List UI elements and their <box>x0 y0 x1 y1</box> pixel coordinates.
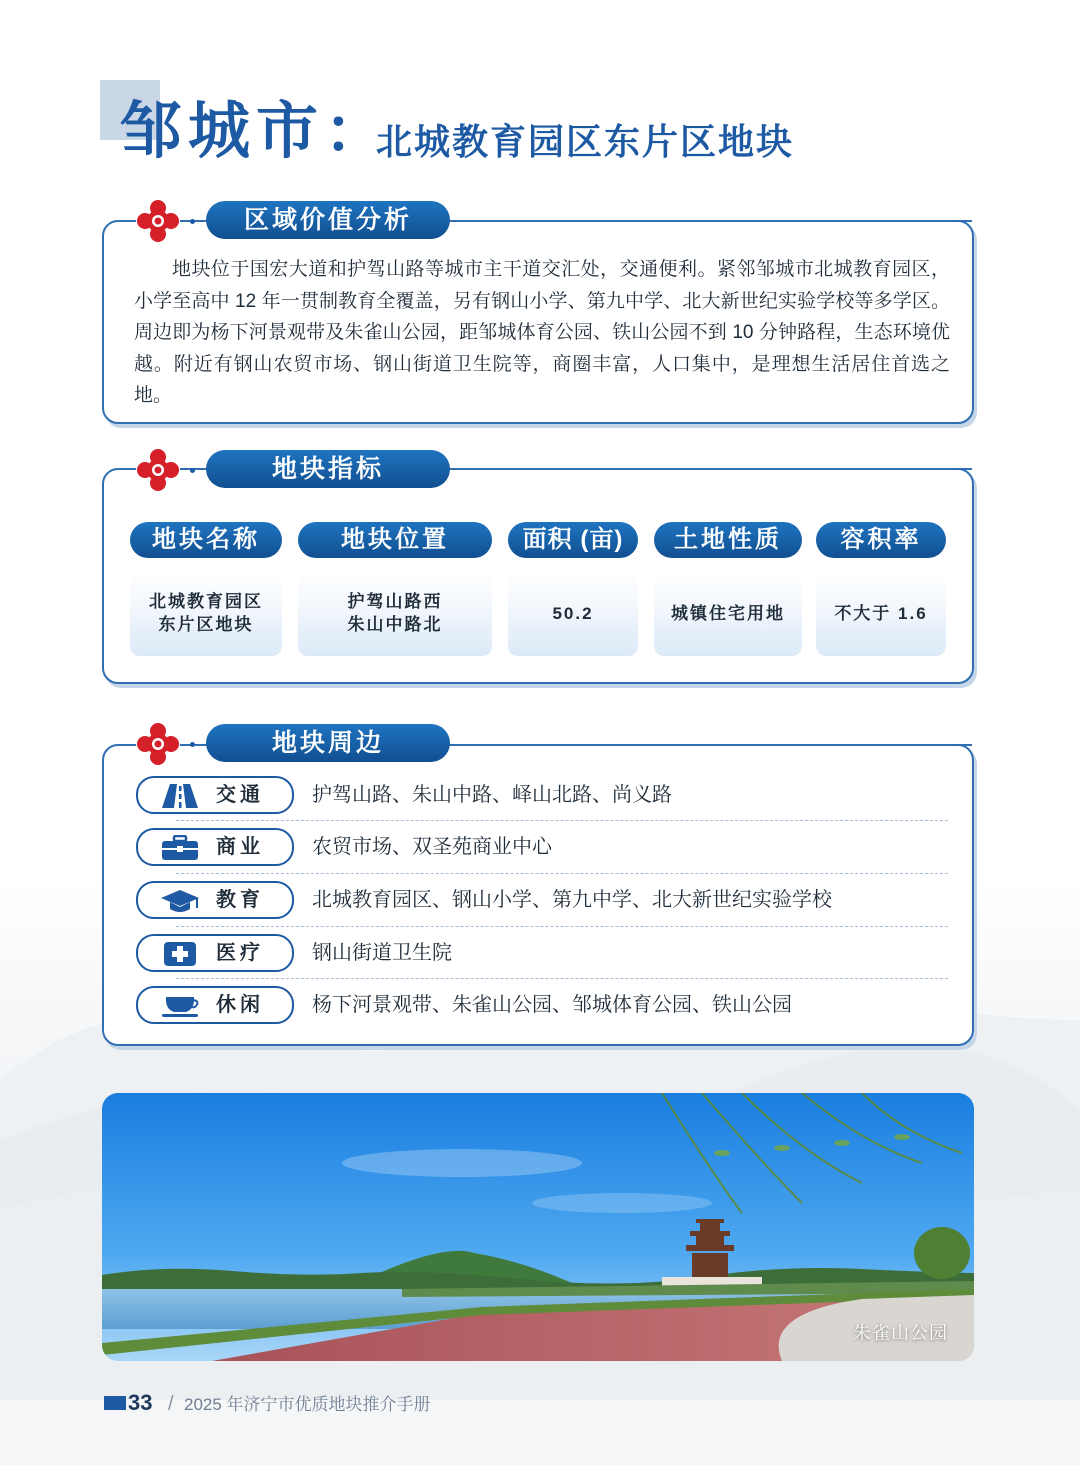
category-label: 交通 <box>216 784 264 806</box>
category-tag <box>136 881 294 919</box>
footer-accent-bar <box>104 1396 126 1410</box>
footer-book-title: 2025 年济宁市优质地块推介手册 <box>184 1395 431 1414</box>
indicator-header: 面积 (亩) <box>508 522 638 558</box>
surroundings-row-education <box>136 881 948 919</box>
indicator-column-far <box>816 522 946 656</box>
category-value: 护驾山路、朱山中路、峄山北路、尚义路 <box>312 784 672 806</box>
section-heading-pill: 地块周边 <box>206 724 450 762</box>
indicator-header: 地块位置 <box>298 522 492 558</box>
indicator-value-line: 不大于 1.6 <box>834 603 928 623</box>
category-value: 北城教育园区、钢山小学、第九中学、北大新世纪实验学校 <box>312 889 832 911</box>
indicator-value-line: 北城教育园区 <box>149 592 263 611</box>
indicator-value-line: 50.2 <box>552 603 594 623</box>
row-divider <box>176 820 948 821</box>
indicator-value <box>654 570 802 656</box>
indicator-value-line: 朱山中路北 <box>347 615 443 634</box>
indicator-header: 地块名称 <box>130 522 282 558</box>
page-title-subtitle: 北城教育园区东片区地块 <box>376 121 795 162</box>
indicator-column-name <box>130 522 282 656</box>
red-flower-emblem-icon <box>134 446 182 494</box>
category-tag <box>136 776 294 814</box>
section-divider-line <box>466 744 972 746</box>
heading-dot <box>190 742 195 747</box>
heading-dot <box>190 219 195 224</box>
row-divider <box>176 978 948 979</box>
section-heading-pill: 区域价值分析 <box>206 201 450 239</box>
briefcase-icon <box>160 835 200 861</box>
surroundings-row-leisure <box>136 986 948 1024</box>
teacup-icon <box>160 993 200 1019</box>
indicator-value <box>816 570 946 656</box>
category-value: 农贸市场、双圣苑商业中心 <box>312 836 552 858</box>
park-landscape-illustration <box>102 1093 974 1361</box>
indicator-column-location <box>298 522 492 656</box>
indicator-header: 土地性质 <box>654 522 802 558</box>
heading-dot <box>190 468 195 473</box>
indicator-value-line: 城镇住宅用地 <box>671 603 785 623</box>
section-heading-pill: 地块指标 <box>206 450 450 488</box>
category-tag <box>136 828 294 866</box>
row-divider <box>176 873 948 874</box>
footer-separator: / <box>168 1393 174 1415</box>
indicator-column-area <box>508 522 638 656</box>
surroundings-row-commerce <box>136 828 948 866</box>
surroundings-row-medical <box>136 934 948 972</box>
category-value: 钢山街道卫生院 <box>312 942 452 964</box>
road-icon <box>160 783 200 809</box>
category-label: 医疗 <box>216 942 264 964</box>
region-value-paragraph: 地块位于国宏大道和护驾山路等城市主干道交汇处，交通便利。紧邻邹城市北城教育园区，小学至高中 12 年一贯制教育全覆盖，另有钢山小学、第九中学、北大新世纪实验学校等多学区。周边即为杨下河景观带及朱雀山公园，距邹城体育公园、铁山公园不到 10 分钟路程，生态环境优越。附近有钢山农贸市场、钢山街道卫生院等，商圈丰富，人口集中，是理想生活居住首选之地。 <box>134 259 950 406</box>
surroundings-row-transport <box>136 776 948 814</box>
page-number: 33 <box>128 1390 153 1415</box>
indicator-value-line: 东片区地块 <box>158 615 254 634</box>
red-flower-emblem-icon <box>134 197 182 245</box>
indicator-value <box>130 570 282 656</box>
red-flower-emblem-icon <box>134 720 182 768</box>
section-divider-line <box>466 468 972 470</box>
row-divider <box>176 926 948 927</box>
medical-cross-icon <box>160 941 200 967</box>
category-label: 商业 <box>216 836 264 858</box>
category-value: 杨下河景观带、朱雀山公园、邹城体育公园、铁山公园 <box>312 994 792 1016</box>
graduation-cap-icon <box>160 888 200 914</box>
section-divider-line <box>466 220 972 222</box>
indicator-value <box>508 570 638 656</box>
category-label: 休闲 <box>216 994 264 1016</box>
category-tag <box>136 986 294 1024</box>
photo-caption: 朱雀山公园 <box>853 1323 948 1343</box>
indicator-value-line: 护驾山路西 <box>347 592 443 611</box>
indicator-value <box>298 570 492 656</box>
category-label: 教育 <box>216 889 264 911</box>
park-photo <box>102 1093 974 1361</box>
page-title-city: 邹城市： <box>120 94 393 167</box>
indicator-column-land-use <box>654 522 802 656</box>
category-tag <box>136 934 294 972</box>
indicator-header: 容积率 <box>816 522 946 558</box>
